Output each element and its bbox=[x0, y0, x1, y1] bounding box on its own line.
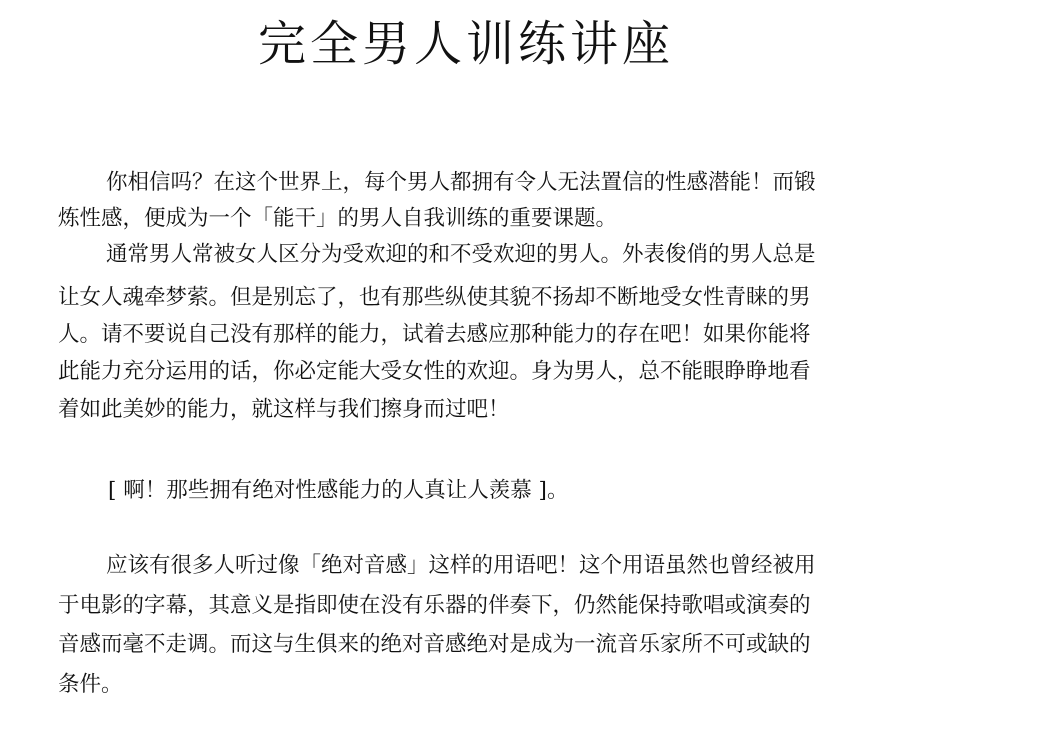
paragraph-line: 炼性感，便成为一个「能干」的男人自我训练的重要课题。 bbox=[58, 206, 618, 231]
paragraph-line: 人。请不要说自己没有那样的能力，试着去感应那种能力的存在吧！如果你能将 bbox=[58, 322, 811, 347]
paragraph-line: 应该有很多人听过像「绝对音感」这样的用语吧！这个用语虽然也曾经被用 bbox=[106, 553, 816, 578]
paragraph-line: 条件。 bbox=[58, 672, 123, 697]
document-title: 完全男人训练讲座 bbox=[258, 16, 675, 72]
paragraph-line: 你相信吗？在这个世界上，每个男人都拥有令人无法置信的性感潜能！而锻 bbox=[106, 170, 816, 195]
paragraph-line: 此能力充分运用的话，你必定能大受女性的欢迎。身为男人，总不能眼睁睁地看 bbox=[58, 359, 811, 384]
paragraph-line: 通常男人常被女人区分为受欢迎的和不受欢迎的男人。外表俊俏的男人总是 bbox=[106, 242, 816, 267]
paragraph-line: 于电影的字幕，其意义是指即使在没有乐器的伴奏下，仍然能保持歌唱或演奏的 bbox=[58, 593, 811, 618]
paragraph-line: 着如此美妙的能力，就这样与我们擦身而过吧！ bbox=[58, 397, 510, 422]
paragraph-line: 让女人魂牵梦萦。但是别忘了，也有那些纵使其貌不扬却不断地受女性青睐的男 bbox=[58, 285, 811, 310]
callout-quote: [ 啊！那些拥有绝对性感能力的人真让人羡慕 ]。 bbox=[108, 478, 569, 503]
paragraph-line: 音感而毫不走调。而这与生俱来的绝对音感绝对是成为一流音乐家所不可或缺的 bbox=[58, 632, 811, 657]
